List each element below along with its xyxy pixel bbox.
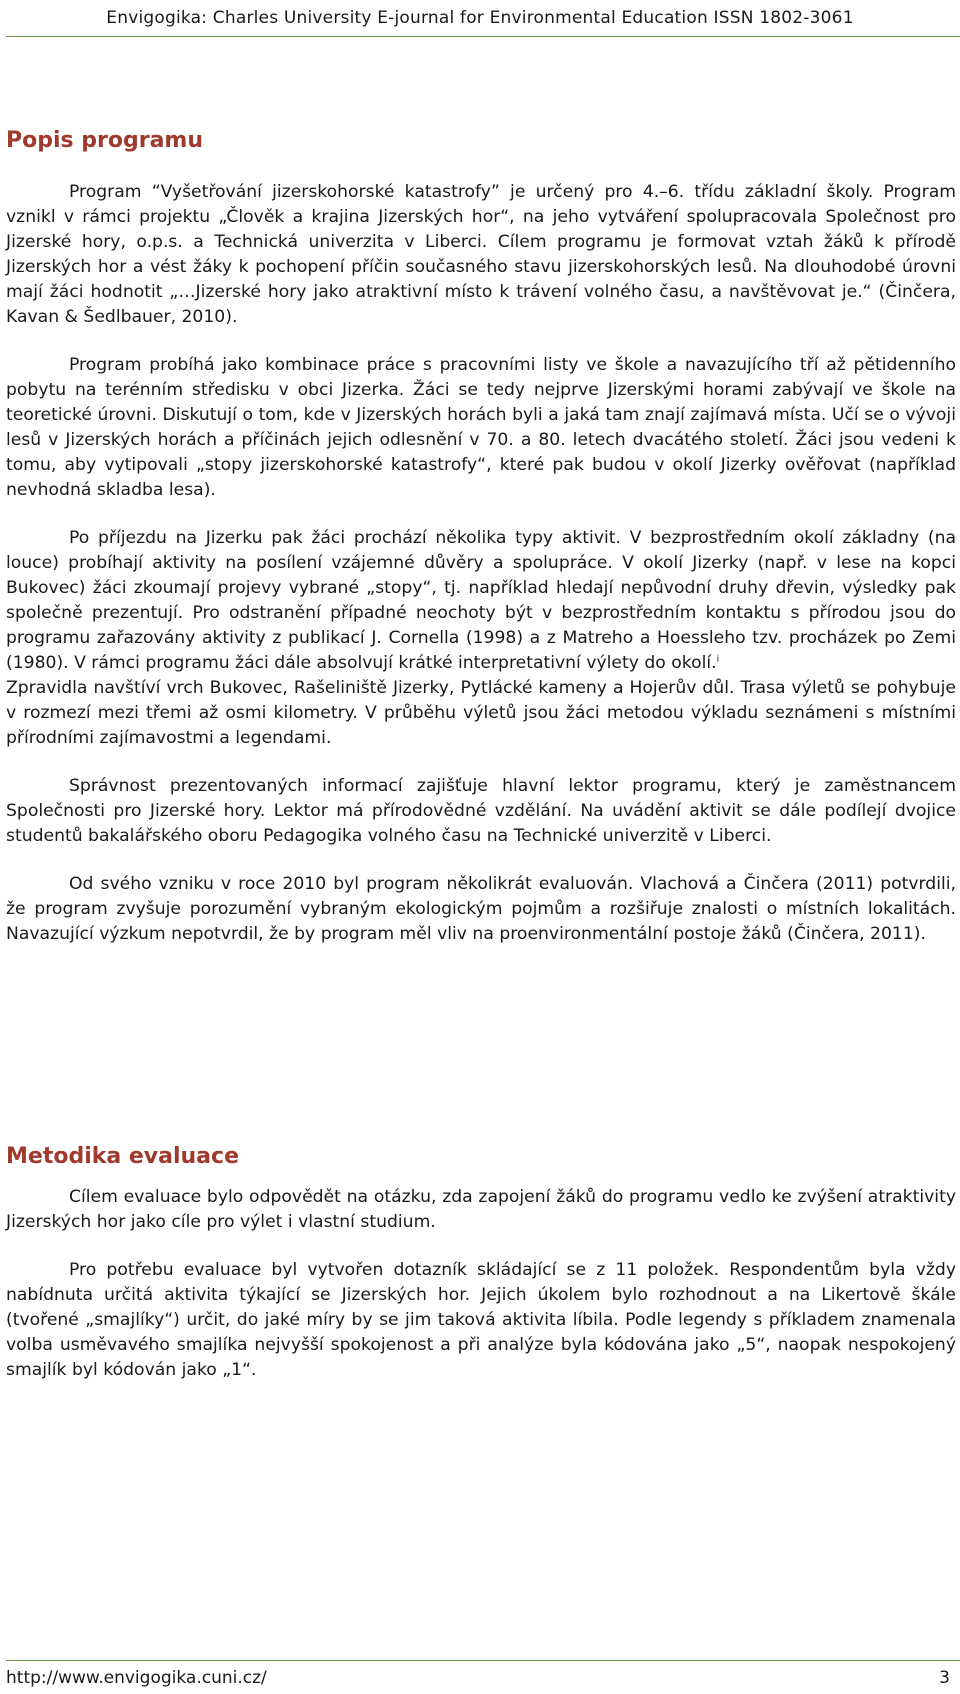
page-number: 3: [939, 1668, 950, 1688]
footnote-marker: i: [716, 654, 720, 665]
section-heading-popis-programu: Popis programu: [6, 128, 204, 153]
paragraph: Pro potřebu evaluace byl vytvořen dotazník skládající se z 11 položek. Respondentům byla vždy nabídnuta určitá aktivita týkající se Jizerských hor. Jejich úkolem bylo rozhodnout a na Likertově škále (tvořené „smajlíky“) určit, do jaké míry by se jim taková aktivita líbila. Podle legendy s příkladem znamenala volba usměvavého smajlíka nejvyšší spokojenost a při analýze byla kódována jako „5“, naopak nespokojený smajlík byl kódován jako „1“.: [6, 1260, 956, 1380]
paragraph: Správnost prezentovaných informací zajišťuje hlavní lektor programu, který je zaměstnancem Společnosti pro Jizerské hory. Lektor má přírodovědné vzdělání. Na uvádění aktivit se dále podílejí dvojice studentů bakalářského oboru Pedagogika volného času na Technické univerzitě v Liberci.: [6, 776, 956, 846]
footer-divider: [6, 1660, 960, 1661]
section-heading-metodika-evaluace: Metodika evaluace: [6, 1144, 239, 1169]
paragraph: Cílem evaluace bylo odpovědět na otázku, zda zapojení žáků do programu vedlo ke zvýšení atraktivity Jizerských hor jako cíle pro výlet i vlastní studium.: [6, 1187, 956, 1232]
header-divider: [6, 36, 960, 37]
running-header: Envigogika: Charles University E-journal for Environmental Education ISSN 1802-3061: [106, 8, 854, 28]
paragraph: Program probíhá jako kombinace práce s pracovními listy ve škole a navazujícího tří až pětidenního pobytu na terénním středisku v obci Jizerka. Žáci se tedy nejprve Jizerskými horami zabývají ve škole na teoretické úrovni. Diskutují o tom, kde v Jizerských horách byli a jaká tam znají zajímavá místa. Učí se o vývoji lesů v Jizerských horách a příčinách jejich odlesnění v 70. a 80. letech dvacátého století. Žáci jsou vedeni k tomu, aby vytipovali „stopy jizerskohorské katastrofy“, které pak budou v okolí Jizerky ověřovat (například nevhodná skladba lesa).: [6, 355, 956, 500]
footer-url: http://www.envigogika.cuni.cz/: [6, 1668, 267, 1688]
paragraph: Od svého vzniku v roce 2010 byl program několikrát evaluován. Vlachová a Činčera (2011) potvrdili, že program zvyšuje porozumění vybraným ekologickým pojmům a rozšiřuje znalosti o místních lokalitách. Navazující výzkum nepotvrdil, že by program měl vliv na proenvironmentální postoje žáků (Činčera, 2011).: [6, 874, 956, 944]
section-body-metodika-evaluace: [6, 1185, 956, 1406]
paragraph: Zpravidla navštíví vrch Bukovec, Rašeliniště Jizerky, Pytlácké kameny a Hojerův důl. Trasa výletů se pohybuje v rozmezí mezi třemi až osmi kilometry. V průběhu výletů jsou žáci metodou výkladu seznámeni s místními přírodními zajímavostmi a legendami.: [6, 678, 956, 748]
paragraph: [6, 526, 956, 676]
section-body-popis-programu: [6, 180, 956, 970]
paragraph: Program “Vyšetřování jizerskohorské katastrofy” je určený pro 4.–6. třídu základní školy. Program vznikl v rámci projektu „Člověk a krajina Jizerských hor“, na jeho vytváření spolupracovala Společnost pro Jizerské hory, o.p.s. a Technická univerzita v Liberci. Cílem programu je formovat vztah žáků k přírodě Jizerských hor a vést žáky k pochopení příčin současného stavu jizerskohorských lesů. Na dlouhodobé úrovni mají žáci hodnotit „…Jizerské hory jako atraktivní místo k trávení volného času, a navštěvovat je.“ (Činčera, Kavan & Šedlbauer, 2010).: [6, 182, 956, 327]
paragraph-text: Po příjezdu na Jizerku pak žáci prochází několika typy aktivit. V bezprostředním okolí základny (na louce) probíhají aktivity na posílení vzájemné důvěry a spolupráce. V okolí Jizerky (např. v lese na kopci Bukovec) žáci zkoumají projevy vybrané „stopy“, tj. například hledají nepůvodní druhy dřevin, výsledky pak společně prezentují. Pro odstranění případné neochoty být v bezprostředním kontaktu s přírodou jsou do programu zařazovány aktivity z publikací J. Cornella (1998) a z Matreho a Hoessleho tzv. procházek po Zemi (1980). V rámci programu žáci dále absolvují krátké interpretativní výlety do okolí.: [6, 528, 956, 673]
